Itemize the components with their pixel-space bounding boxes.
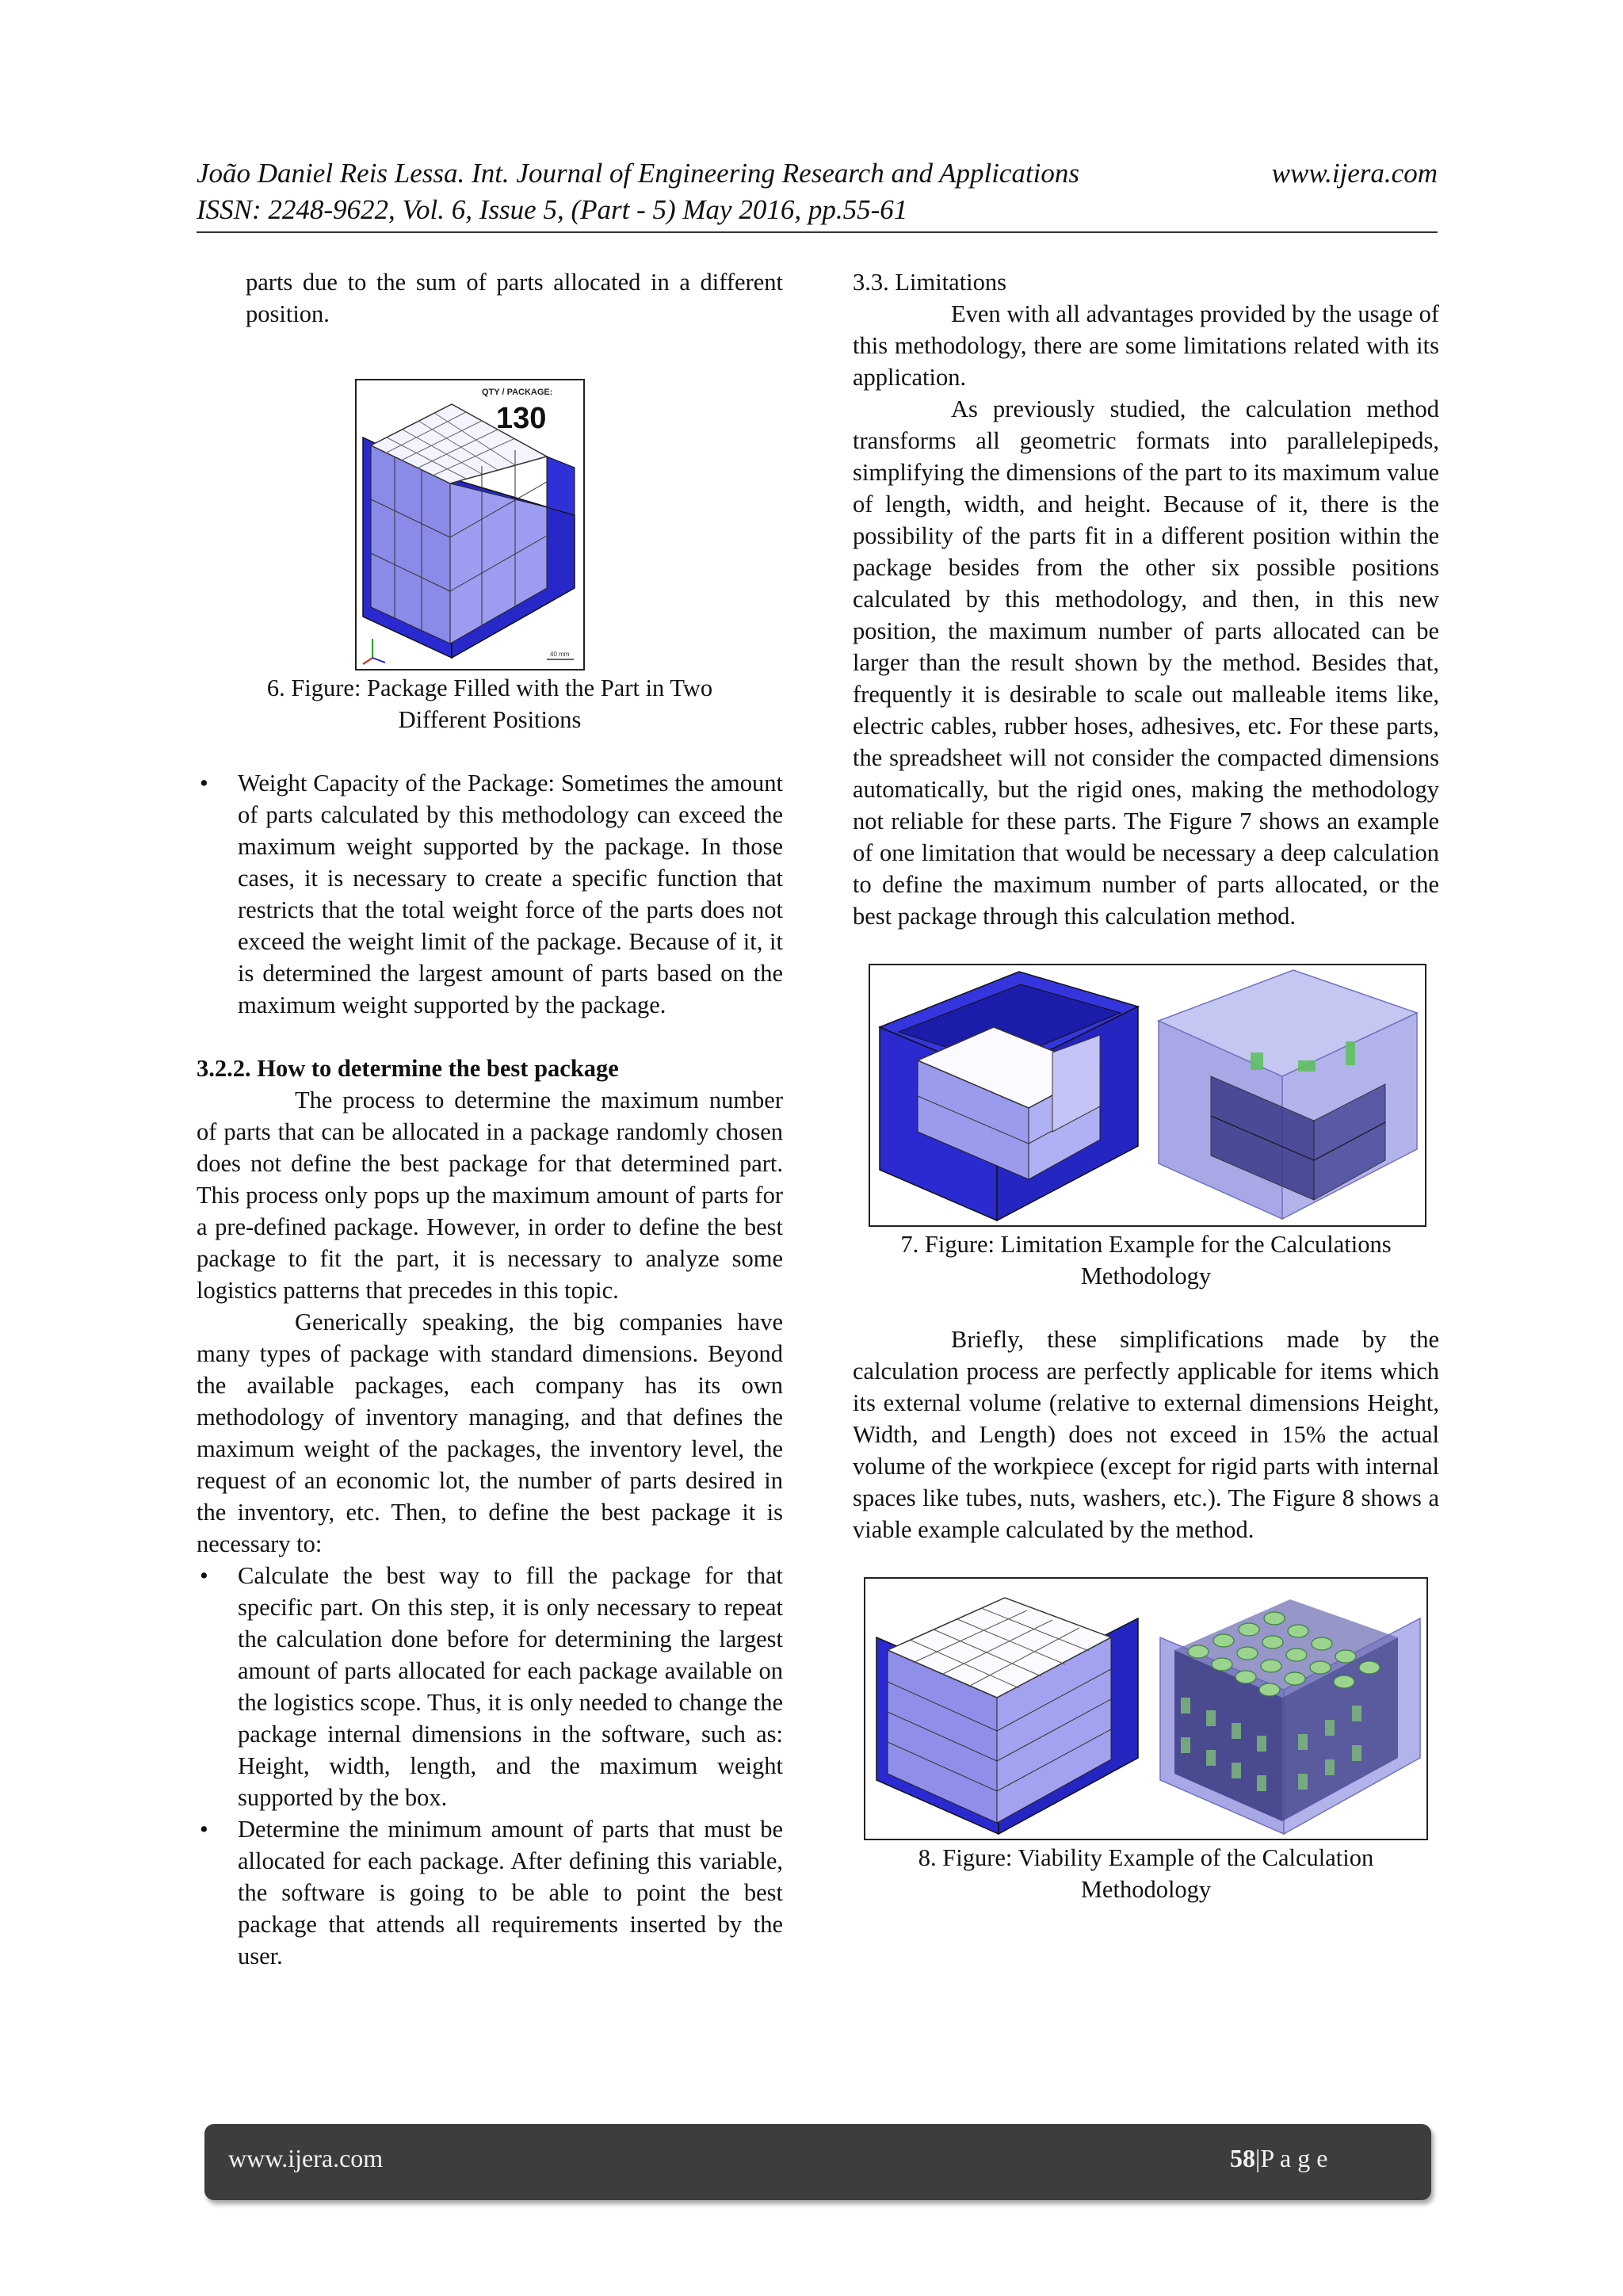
package-filled-illustration	[357, 380, 583, 669]
figure-8-caption-line2: Methodology	[1080, 1876, 1212, 1903]
paragraph-limitations-intro: Even with all advantages provided by the usage of this methodology, there are some limitations related with its application.	[853, 300, 1439, 391]
figure-6-caption-line2: Different Positions	[398, 706, 582, 733]
bullet-icon: •	[200, 1816, 208, 1843]
page-number: 58|P a g e	[1230, 2144, 1328, 2172]
running-header	[197, 155, 1438, 228]
figure-7-caption-line1: 7. Figure: Limitation Example for the Calculations	[900, 1231, 1392, 1258]
paragraph-generically: Generically speaking, the big companies have many types of package with standard dimensions. Beyond the available packages, each company has its own methodology of inventory managing, and that defines the maximum weight of the packages, the inventory level, the request of an economic lot, the number of parts desired in the inventory, etc. Then, to define the best package it is necessary to:	[197, 1308, 783, 1557]
paragraph-calculation-method: As previously studied, the calculation method transforms all geometric formats into parallelepipeds, simplifying the dimensions of the part to its maximum value of length, width, and height. Because of it, there is the possibility of the parts fit in a different position within the package besides from the other six possible positions calculated by this methodology, and then, in this new position, the maximum number of parts allocated can be larger than the result shown by the method. Besides that, frequently it is desirable to scale out malleable items like, electric cables, rubber hoses, adhesives, etc. For these parts, the spreadsheet will not consider the compacted dimensions automatically, but the rigid ones, making the methodology not reliable for these parts. The Figure 7 shows an example of one limitation that would be necessary a deep calculation to define the maximum number of parts allocated, or the best package through this calculation method.	[853, 395, 1439, 930]
bullet-weight-capacity: • Weight Capacity of the Package: Sometimes the amount of parts calculated by this methodology can exceed the maximum weight supported by the package. In those cases, it is necessary to create a specific function that restricts that the total weight force of the parts does not exceed the weight limit of the package. Because of it, it is determined the largest amount of parts based on the maximum weight supported by the package.	[197, 767, 783, 1021]
footer-website-link[interactable]: www.ijera.com	[228, 2144, 384, 2172]
bullet-determine: • Determine the minimum amount of parts that must be allocated for each package. After defining this variable, the software is going to be able to point the best package that attends all requirements inserted by the user.	[197, 1813, 783, 1972]
header-rule	[197, 231, 1438, 233]
figure-6	[355, 379, 585, 670]
paragraph-process: The process to determine the maximum number of parts that can be allocated in a package randomly chosen does not define the best package for that determined part. This process only pops up the maximum amount of parts for a pre-defined package. However, in order to define the best package to fit the part, it is necessary to analyze some logistics patterns that precedes in this topic.	[197, 1087, 783, 1304]
right-column	[853, 266, 1439, 1905]
section-heading-3-3: 3.3. Limitations	[853, 269, 1007, 296]
figure-8-caption-line1: 8. Figure: Viability Example of the Calculation	[918, 1844, 1374, 1871]
scale-label: 40 mm	[550, 651, 570, 658]
paragraph-briefly: Briefly, these simplifications made by the calculation process are perfectly applicable for items which its external volume (relative to external dimensions Height, Width, and Length) does not exceed in 15% the actual volume of the workpiece (except for rigid parts with internal spaces like tubes, nuts, washers, etc.). The Figure 8 shows a viable example calculated by the method.	[853, 1326, 1439, 1543]
qty-package-label: QTY / PACKAGE:	[482, 388, 553, 397]
viability-example-illustration	[865, 1579, 1426, 1839]
journal-website[interactable]: www.ijera.com	[1271, 158, 1438, 189]
bullet-calculate: • Calculate the best way to fill the package for that specific part. On this step, it is only necessary to repeat the calculation done before for determining the largest amount of parts allocated for each package available on the logistics scope. Thus, it is only needed to change the package internal dimensions in the software, such as: Height, width, length, and the maximum weight supported by the box.	[197, 1560, 783, 1813]
bullet-icon: •	[200, 770, 208, 797]
figure-7-caption-line2: Methodology	[1080, 1263, 1212, 1289]
left-column	[197, 266, 783, 1972]
page-footer	[204, 2124, 1431, 2200]
figure-8	[864, 1577, 1428, 1840]
figure-7	[869, 964, 1426, 1227]
bullet-icon: •	[200, 1562, 208, 1589]
axis-triad-icon	[363, 639, 385, 664]
limitation-example-illustration	[870, 965, 1425, 1225]
section-heading-3-2-2: 3.2.2. How to determine the best package	[197, 1055, 619, 1082]
issn-line: ISSN: 2248-9622, Vol. 6, Issue 5, (Part - 5) May 2016, pp.55-61	[197, 194, 908, 225]
figure-6-caption-line1: 6. Figure: Package Filled with the Part in Two	[266, 674, 713, 701]
intro-text: parts due to the sum of parts allocated in a different position.	[246, 269, 783, 327]
journal-citation: João Daniel Reis Lessa. Int. Journal of Engineering Research and Applications	[197, 158, 1080, 189]
qty-package-value: 130	[496, 402, 547, 435]
